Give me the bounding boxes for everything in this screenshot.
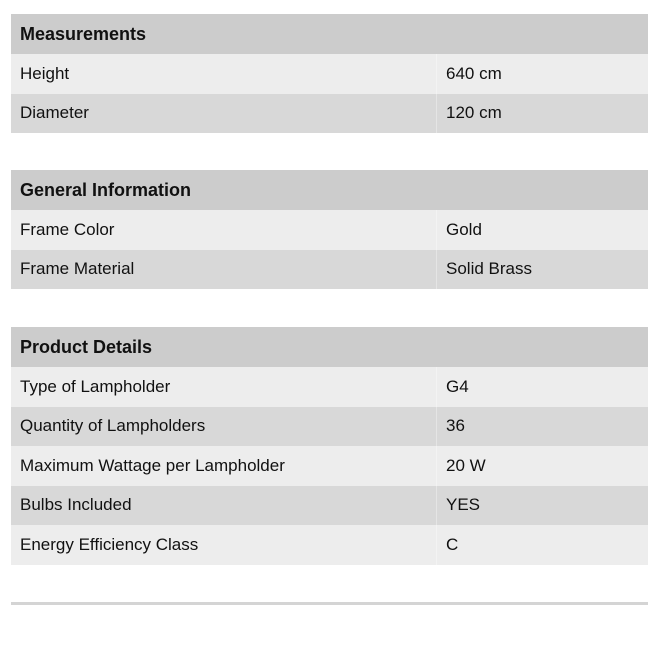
- bottom-divider: [11, 602, 648, 605]
- row-label: Maximum Wattage per Lampholder: [20, 455, 285, 475]
- row-label: Diameter: [20, 103, 89, 123]
- table-row: [11, 94, 648, 134]
- table-row: [11, 525, 648, 565]
- row-label: Height: [20, 63, 70, 83]
- row-label: Bulbs Included: [20, 495, 132, 515]
- row-value: 36: [436, 407, 648, 447]
- row-label: Frame Material: [20, 259, 135, 279]
- row-value: YES: [436, 486, 648, 526]
- table-row: [11, 54, 648, 94]
- row-value: 20 W: [436, 446, 648, 486]
- table-row: [11, 250, 648, 290]
- row-label: Type of Lampholder: [20, 376, 171, 396]
- row-label: Energy Efficiency Class: [20, 534, 199, 554]
- row-label: Frame Color: [20, 219, 115, 239]
- row-value: C: [436, 525, 648, 565]
- row-value: Solid Brass: [436, 250, 648, 290]
- row-value: 640 cm: [436, 54, 648, 94]
- measurements-section: [11, 14, 648, 133]
- row-label: Quantity of Lampholders: [20, 416, 206, 436]
- table-row: [11, 486, 648, 526]
- table-row: [11, 210, 648, 250]
- section-title: Product Details: [11, 327, 648, 367]
- section-title: General Information: [11, 170, 648, 210]
- table-row: [11, 446, 648, 486]
- table-row: [11, 367, 648, 407]
- table-row: [11, 407, 648, 447]
- row-value: Gold: [436, 210, 648, 250]
- product-details-section: [11, 327, 648, 565]
- row-value: 120 cm: [436, 94, 648, 134]
- general-information-section: [11, 170, 648, 289]
- section-title: Measurements: [11, 14, 648, 54]
- row-value: G4: [436, 367, 648, 407]
